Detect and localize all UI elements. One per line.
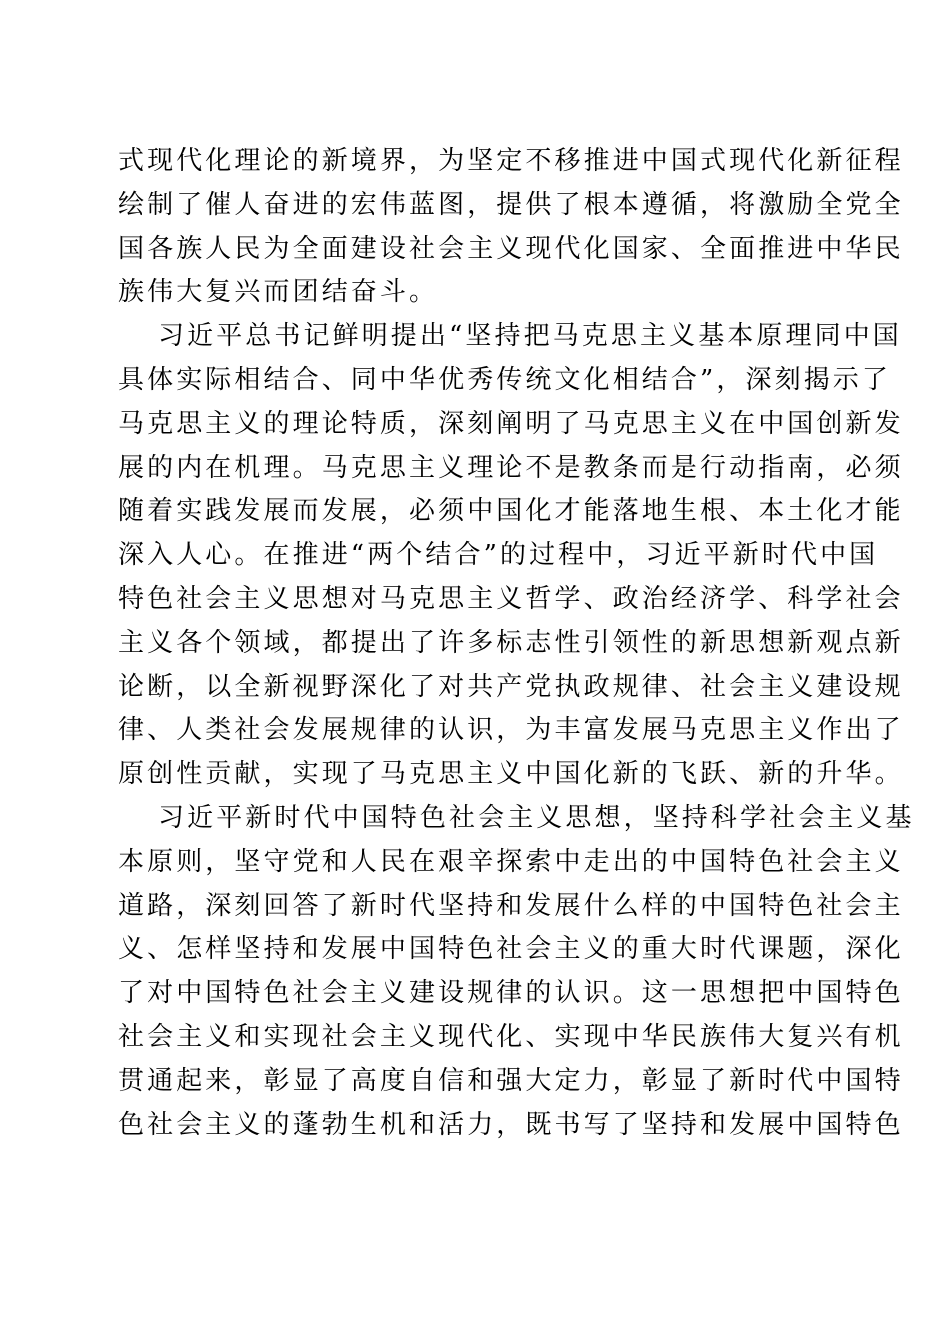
text-line: 原创性贡献，实现了马克思主义中国化新的飞跃、新的升华。 [118, 759, 904, 790]
text-line: 式现代化理论的新境界，为坚定不移推进中国式现代化新征程 [118, 146, 904, 176]
text-line: 本原则，坚守党和人民在艰辛探索中走出的中国特色社会主义 [118, 846, 904, 877]
text-line: 族伟大复兴而团结奋斗。 [118, 277, 439, 308]
text-line: 随着实践发展而发展，必须中国化才能落地生根、本土化才能 [118, 496, 904, 527]
text-line: 律、人类社会发展规律的认识，为丰富发展马克思主义作出了 [118, 715, 904, 746]
text-line: 马克思主义的理论特质，深刻阐明了马克思主义在中国创新发 [118, 408, 904, 439]
text-line: 义、怎样坚持和发展中国特色社会主义的重大时代课题，深化 [118, 934, 904, 965]
body-text [118, 140, 915, 1147]
text-line: 展的内在机理。马克思主义理论不是教条而是行动指南，必须 [118, 452, 904, 483]
text-line: 论断，以全新视野深化了对共产党执政规律、社会主义建设规 [118, 671, 904, 702]
paragraph-first-line: 习近平总书记鲜明提出“坚持把马克思主义基本原理同中国 [158, 321, 902, 352]
text-line: 道路，深刻回答了新时代坚持和发展什么样的中国特色社会主 [118, 890, 904, 921]
paragraph-first-line: 习近平新时代中国特色社会主义思想，坚持科学社会主义基 [158, 802, 915, 833]
text-line: 社会主义和实现社会主义现代化、实现中华民族伟大复兴有机 [118, 1021, 904, 1052]
text-line: 具体实际相结合、同中华优秀传统文化相结合”，深刻揭示了 [118, 364, 891, 395]
text-line: 贯通起来，彰显了高度自信和强大定力，彰显了新时代中国特 [118, 1065, 904, 1096]
text-line: 特色社会主义思想对马克思主义哲学、政治经济学、科学社会 [118, 583, 904, 614]
text-line: 色社会主义的蓬勃生机和活力，既书写了坚持和发展中国特色 [118, 1109, 904, 1140]
text-line: 绘制了催人奋进的宏伟蓝图，提供了根本遵循，将激励全党全 [118, 189, 904, 220]
text-line: 国各族人民为全面建设社会主义现代化国家、全面推进中华民 [118, 233, 904, 264]
text-line: 深入人心。在推进“两个结合”的过程中，习近平新时代中国 [118, 540, 879, 571]
text-line: 了对中国特色社会主义建设规律的认识。这一思想把中国特色 [118, 978, 904, 1009]
text-line: 主义各个领域，都提出了许多标志性引领性的新思想新观点新 [118, 627, 904, 658]
